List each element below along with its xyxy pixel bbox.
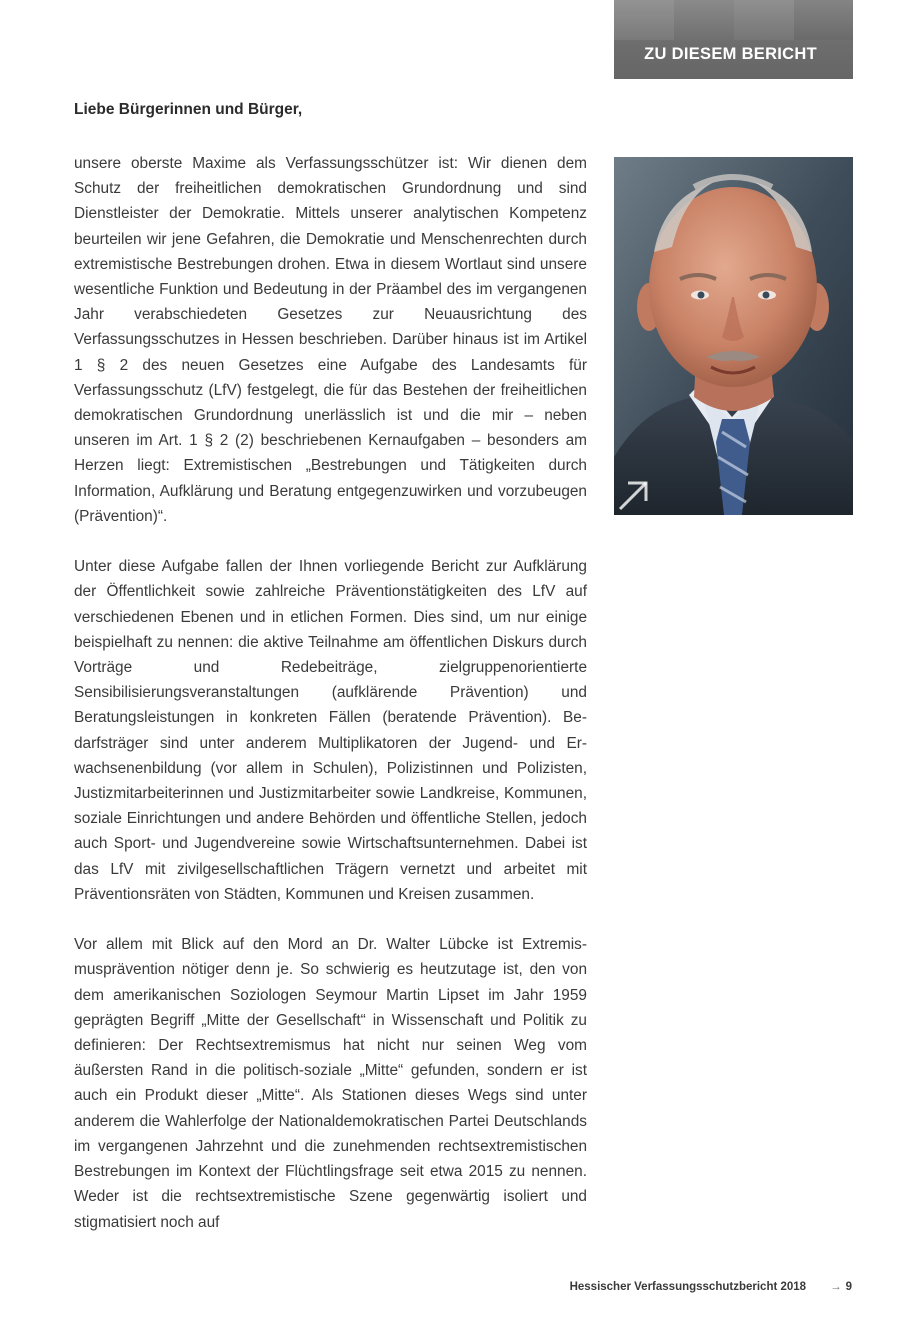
footer-publication-title: Hessischer Verfassungsschutzbericht 2018: [569, 1281, 807, 1293]
letter-body: [74, 151, 587, 1260]
letter-salutation: Liebe Bürgerinnen und Bürger,: [74, 101, 303, 118]
arrow-right-icon: →: [830, 1281, 842, 1293]
page-number: 9: [845, 1281, 852, 1293]
page-footer: [570, 1281, 852, 1293]
author-portrait: [614, 157, 853, 515]
paragraph-2: Unter diese Aufgabe fallen der Ihnen vorliegende Bericht zur Aufklärung der Öffentlichkeit sowie zahlreiche Präventionstätigkeiten des LfV auf verschiedenen Ebenen und in etlichen Formen. Dies sind, um nur einige beispielhaft zu nennen: die aktive Teilnahme am öffentlichen Diskurs durch Vorträge und Redebeiträge, zielgruppenorientierte Sensibilisierungsveranstaltungen (aufklärende Prävention) und Beratungsleistungen in konkreten Fällen (beratende Prävention). Bedarfsträger sind unter anderem Multiplikatoren der Jugend- und Erwachsenenbildung (vor allem in Schulen), Polizistinnen und Polizisten, Justizmitarbeiterinnen und Justizmitarbeiter sowie Landkreise, Kommunen, soziale Einrichtungen und andere Behörden und öffentliche Stellen, jedoch auch Sport- und Jugendvereine sowie Wirtschaftsunternehmen. Dabei ist das LfV mit zivilgesellschaftlichen Trägern vernetzt und arbeitet mit Präventionsräten von Städten, Kommunen und Kreisen zusammen.: [74, 558, 587, 903]
paragraph-1: unsere oberste Maxime als Verfassungsschützer ist: Wir dienen dem Schutz der freiheitlichen demokratischen Grundordnung und sind Dienstleister der Demokratie. Mittels unserer analytischen Kompetenz beurteilen wir jene Gefahren, die Demokratie und Menschenrechten durch extremistische Bestrebungen drohen. Etwa in diesem Wortlaut sind unsere wesentliche Funktion und Bedeutung in der Präambel des im vergangenen Jahr verabschiedeten Gesetzes zur Neuausrichtung des Verfassungsschutzes in Hessen beschrieben. Darüber hinaus ist im Artikel 1 § 2 des neuen Gesetzes eine Aufgabe des Landesamts für Verfassungsschutz (LfV) festgelegt, die für das Bestehen der freiheitlichen demokratischen Grundordnung unerlässlich ist und die mir – neben unseren im Art. 1 § 2 (2) beschriebenen Kernaufgaben – besonders am Herzen liegt: Extremistischen „Bestrebungen und Tätigkeiten durch Information, Aufklärung und Beratung entgegenzuwirken und vorzubeugen (Prävention)“.: [74, 155, 587, 525]
paragraph-3: Vor allem mit Blick auf den Mord an Dr. Walter Lübcke ist Extremismusprävention nötiger denn je. So schwierig es heutzutage ist, den von dem amerikanischen Soziologen Seymour Martin Lipset im Jahr 1959 geprägten Begriff „Mitte der Gesellschaft“ in Wissenschaft und Politik zu definieren: Der Rechtsextremismus hat nicht nur seinen Weg vom äußersten Rand in die politisch-soziale „Mitte“ gefunden, sondern er ist auch ein Produkt dieser „Mitte“. Als Stationen dieses Wegs sind unter anderem die Wahlerfolge der Nationaldemokratischen Partei Deutschlands im vergangenen Jahrzehnt und die zunehmenden rechtsextremistischen Bestrebungen im Kontext der Flüchtlingsfrage seit etwa 2015 zu nennen. Weder ist die rechtsextremistische Szene gegenwärtig isoliert und stigmatisiert noch auf: [74, 936, 587, 1231]
section-title: ZU DIESEM BERICHT: [644, 45, 817, 63]
section-header-tab: [614, 0, 853, 79]
